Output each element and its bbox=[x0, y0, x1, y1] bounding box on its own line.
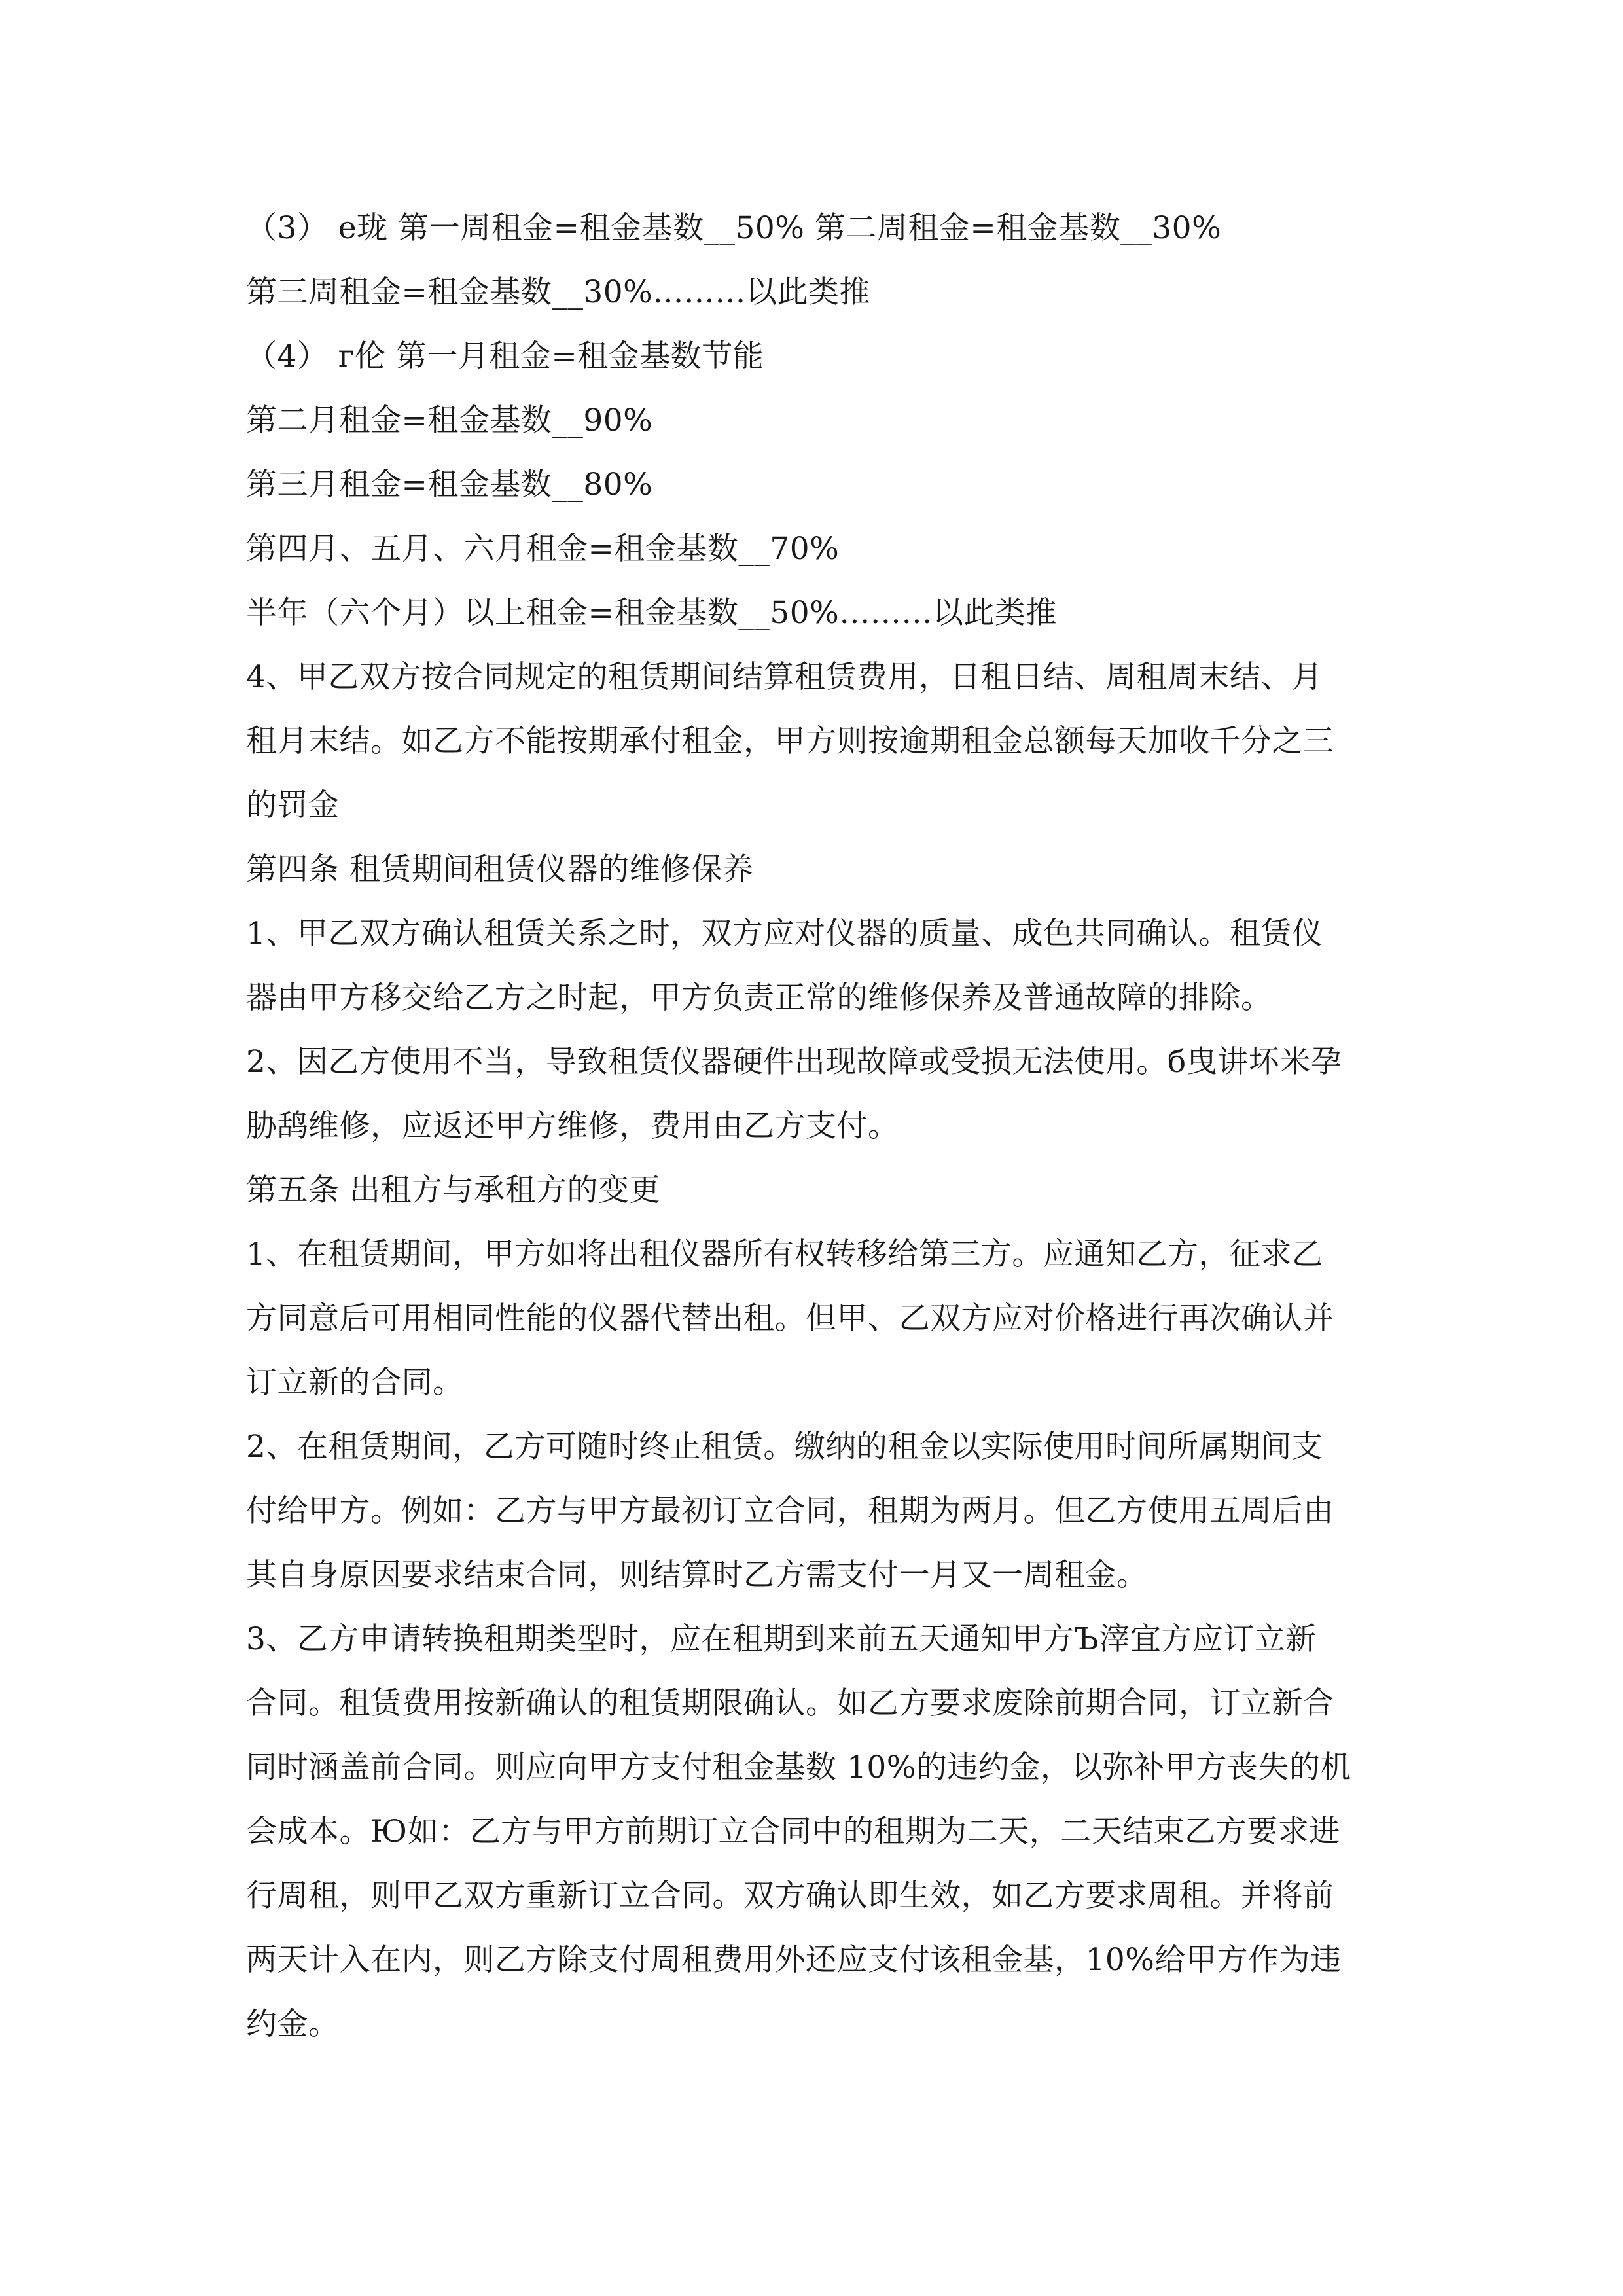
text-line: 同时涵盖前合同。则应向甲方支付租金基数 10%的违约金，以弥补甲方丧失的机 bbox=[246, 1749, 1351, 1785]
text-line: 1、在租赁期间，甲方如将出租仪器所有权转移给第三方。应通知乙方，征求乙 bbox=[246, 1236, 1323, 1272]
text-line: 第四月、五月、六月租金=租金基数__70% bbox=[246, 531, 840, 567]
text-line: 第三月租金=租金基数__80% bbox=[246, 467, 653, 503]
text-line: 合同。租赁费用按新确认的租赁期限确认。如乙方要求废除前期合同，订立新合 bbox=[246, 1685, 1334, 1721]
text-line: 行周租，则甲乙双方重新订立合同。双方确认即生效，如乙方要求周租。并将前 bbox=[246, 1878, 1334, 1914]
section-heading: 第五条 出租方与承租方的变更 bbox=[246, 1172, 660, 1208]
text-line: 1、甲乙双方确认租赁关系之时，双方应对仪器的质量、成色共同确认。租赁仪 bbox=[246, 916, 1323, 952]
text-line: 方同意后可用相同性能的仪器代替出租。但甲、乙双方应对价格进行再次确认并 bbox=[246, 1300, 1334, 1336]
document-body bbox=[246, 196, 1382, 2056]
text-line: 两天计入在内，则乙方除支付周租费用外还应支付该租金基，10%给甲方作为违 bbox=[246, 1942, 1342, 1978]
text-line: 会成本。Ю如：乙方与甲方前期订立合同中的租期为二天，二天结束乙方要求进 bbox=[246, 1814, 1340, 1850]
text-line: 约金。 bbox=[246, 2006, 340, 2042]
text-line: 租月末结。如乙方不能按期承付租金，甲方则按逾期租金总额每天加收千分之三 bbox=[246, 723, 1334, 759]
text-line: 其自身原因要求结束合同，则结算时乙方需支付一月又一周租金。 bbox=[246, 1557, 1148, 1593]
text-line: （4） г伦 第一月租金=租金基数节能 bbox=[246, 338, 764, 374]
text-line: 订立新的合同。 bbox=[246, 1365, 464, 1401]
text-line: 第二月租金=租金基数__90% bbox=[246, 403, 653, 439]
section-heading: 第四条 租赁期间租赁仪器的维修保养 bbox=[246, 852, 754, 888]
text-line: 4、甲乙双方按合同规定的租赁期间结算租赁费用，日租日结、周租周末结、月 bbox=[246, 659, 1323, 695]
text-line: 器由甲方移交给乙方之时起，甲方负责正常的维修保养及普通故障的排除。 bbox=[246, 980, 1272, 1016]
text-line: 付给甲方。例如：乙方与甲方最初订立合同，租期为两月。但乙方使用五周后由 bbox=[246, 1493, 1334, 1529]
text-line: 半年（六个月）以上租金=租金基数__50%………以此类推 bbox=[246, 595, 1057, 631]
text-line: 2、因乙方使用不当，导致租赁仪器硬件出现故障或受损无法使用。б曳讲坏米孕 bbox=[246, 1044, 1342, 1080]
text-line: 2、在租赁期间，乙方可随时终止租赁。缴纳的租金以实际使用时间所属期间支 bbox=[246, 1429, 1323, 1465]
text-line: （3） е珑 第一周租金=租金基数__50% 第二周租金=租金基数__30% bbox=[246, 210, 1222, 246]
text-line: 第三周租金=租金基数__30%………以此类推 bbox=[246, 274, 870, 310]
text-line: 3、乙方申请转换租期类型时，应在租期到来前五天通知甲方Ъ滓宜方应订立新 bbox=[246, 1621, 1317, 1657]
text-line: 的罚金 bbox=[246, 787, 340, 823]
text-line: 胁鸹维修，应返还甲方维修，费用由乙方支付。 bbox=[246, 1108, 899, 1144]
